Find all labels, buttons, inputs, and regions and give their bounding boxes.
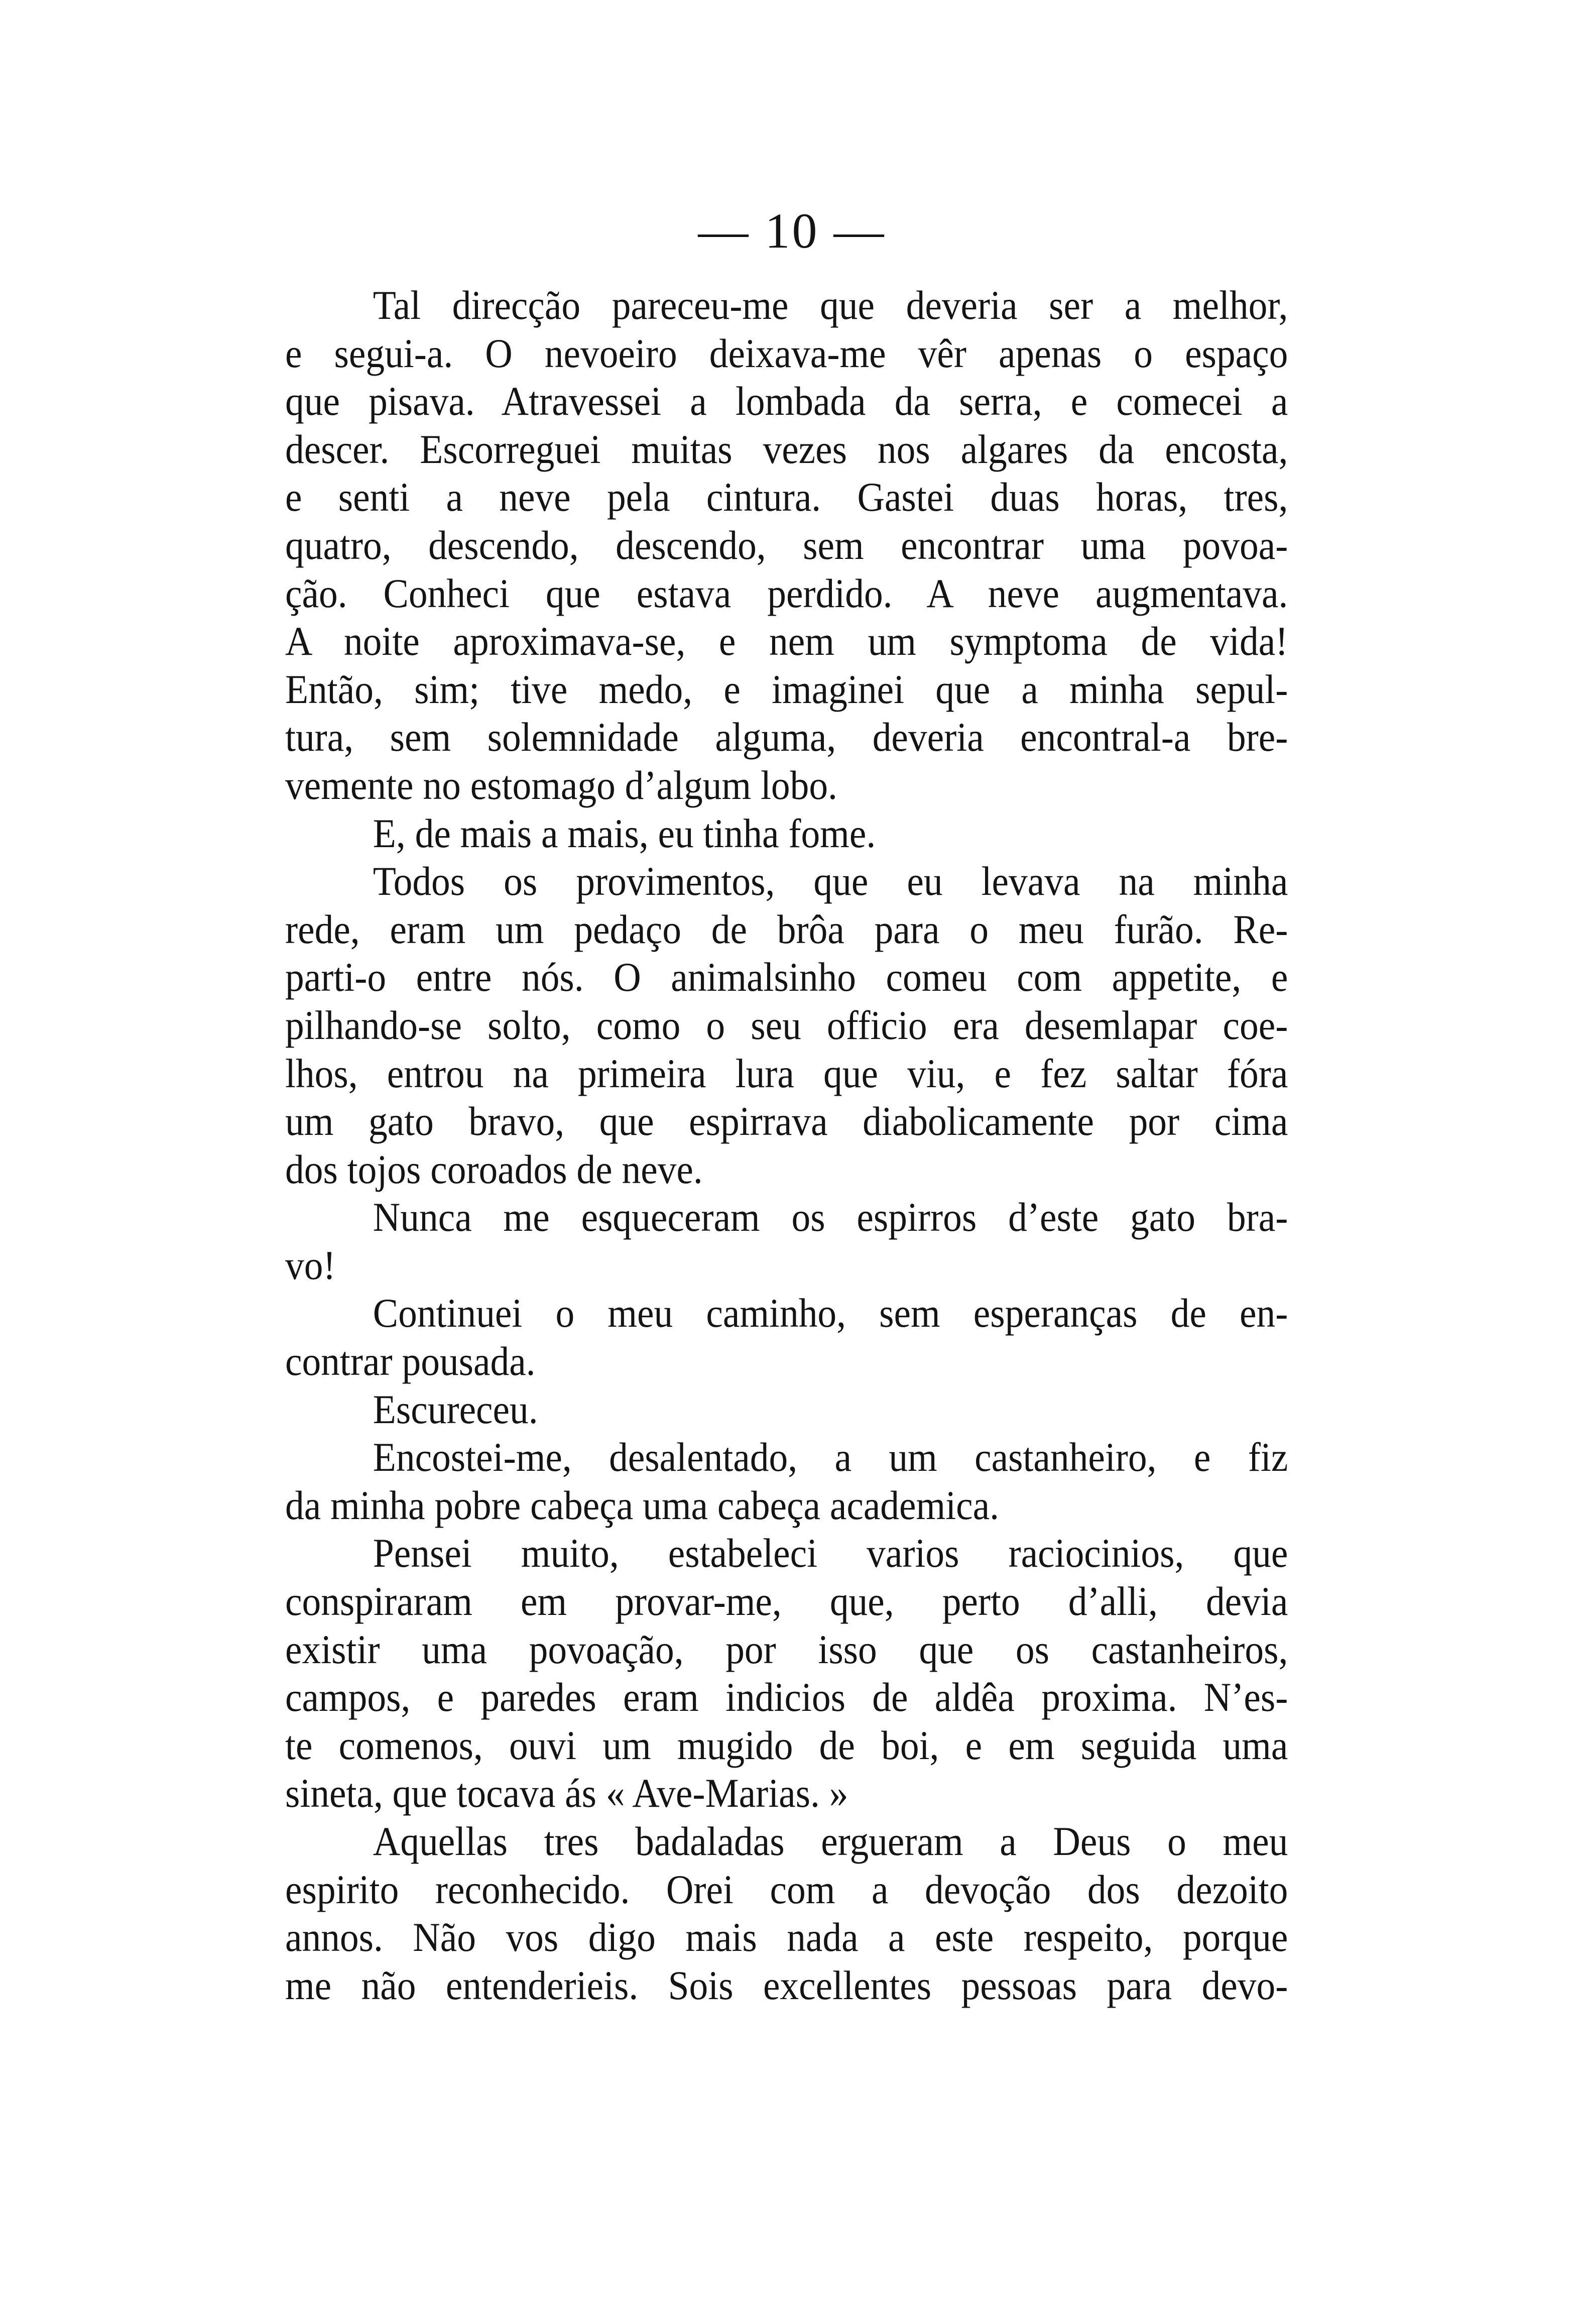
text-line: um gato bravo, que espirrava diabolicamente por cima xyxy=(285,1098,1288,1144)
text-line: conspiraram em provar-me, que, perto d’alli, devia xyxy=(285,1578,1288,1624)
text-line: sineta, que tocava ás « Ave-Marias. » xyxy=(285,1770,848,1816)
text-line: quatro, descendo, descendo, sem encontrar uma povoa- xyxy=(285,522,1288,568)
text-line: contrar pousada. xyxy=(285,1338,536,1384)
text-line: que pisava. Atravessei a lombada da serra, e comecei a xyxy=(285,378,1288,424)
text-line: te comenos, ouvi um mugido de boi, e em seguida uma xyxy=(285,1722,1288,1768)
text-line: vemente no estomago d’algum lobo. xyxy=(285,762,837,808)
text-line: Continuei o meu caminho, sem esperanças de en- xyxy=(373,1290,1288,1336)
text-line: campos, e paredes eram indicios de aldêa proxima. N’es- xyxy=(285,1674,1288,1720)
text-line: me não entenderieis. Sois excellentes pessoas para devo- xyxy=(285,1962,1288,2008)
text-line: Escureceu. xyxy=(373,1386,538,1432)
page-number: — 10 — xyxy=(698,203,886,259)
text-line: Então, sim; tive medo, e imaginei que a minha sepul- xyxy=(285,666,1288,712)
text-line: da minha pobre cabeça uma cabeça academica. xyxy=(285,1482,999,1528)
text-line: rede, eram um pedaço de brôa para o meu furão. Re- xyxy=(285,906,1288,952)
text-line: E, de mais a mais, eu tinha fome. xyxy=(373,810,876,856)
text-line: descer. Escorreguei muitas vezes nos algares da encosta, xyxy=(285,426,1288,472)
text-line: vo! xyxy=(285,1242,336,1288)
text-line: lhos, entrou na primeira lura que viu, e fez saltar fóra xyxy=(285,1050,1288,1096)
text-line: Tal direcção pareceu-me que deveria ser a melhor, xyxy=(373,282,1288,328)
text-line: e segui-a. O nevoeiro deixava-me vêr apenas o espaço xyxy=(285,330,1288,376)
text-line: annos. Não vos digo mais nada a este respeito, porque xyxy=(285,1914,1288,1960)
text-line: parti-o entre nós. O animalsinho comeu com appetite, e xyxy=(285,954,1288,1000)
text-line: e senti a neve pela cintura. Gastei duas horas, tres, xyxy=(285,474,1288,520)
text-line: tura, sem solemnidade alguma, deveria encontral-a bre- xyxy=(285,714,1288,760)
text-line: espirito reconhecido. Orei com a devoção dos dezoito xyxy=(285,1866,1288,1912)
text-line: Encostei-me, desalentado, a um castanheiro, e fiz xyxy=(373,1434,1288,1480)
text-line: A noite aproximava-se, e nem um symptoma de vida! xyxy=(285,618,1288,664)
text-line: dos tojos coroados de neve. xyxy=(285,1146,703,1192)
text-line: Nunca me esqueceram os espirros d’este gato bra- xyxy=(373,1194,1288,1240)
text-line: Aquellas tres badaladas ergueram a Deus o meu xyxy=(373,1818,1288,1864)
text-line: Pensei muito, estabeleci varios raciocinios, que xyxy=(373,1530,1288,1576)
text-line: Todos os provimentos, que eu levava na minha xyxy=(373,858,1288,904)
text-line: existir uma povoação, por isso que os castanheiros, xyxy=(285,1626,1288,1672)
text-line: pilhando-se solto, como o seu officio era desemlapar coe- xyxy=(285,1002,1288,1048)
text-line: ção. Conheci que estava perdido. A neve augmentava. xyxy=(285,570,1288,616)
body-text xyxy=(285,281,1288,2009)
